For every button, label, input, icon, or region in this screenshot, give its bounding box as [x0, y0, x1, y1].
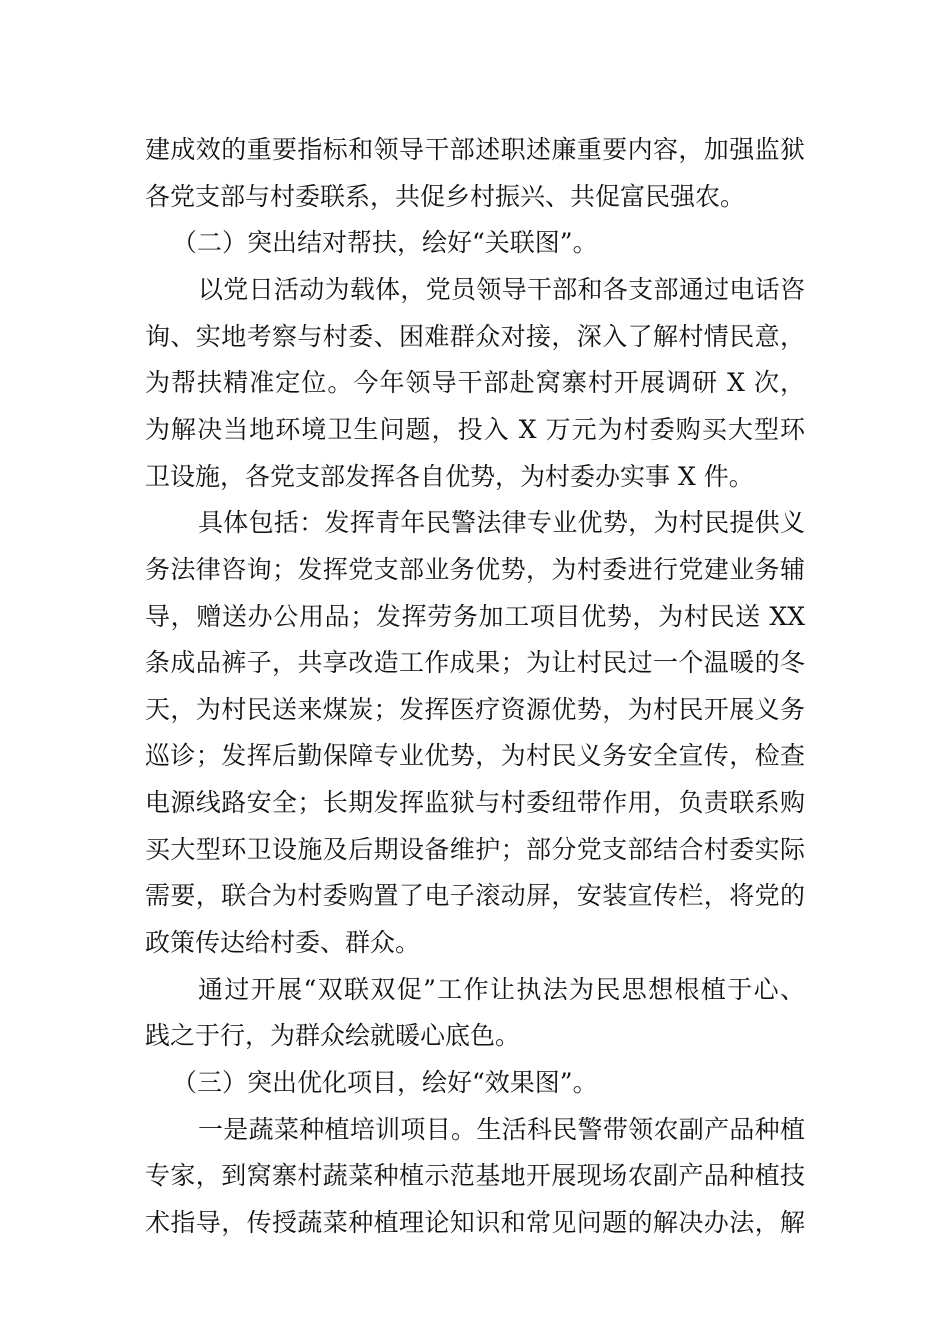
text-line: 建成效的重要指标和领导干部述职述廉重要内容，加强监狱 — [145, 135, 805, 164]
text-line: 务法律咨询；发挥党支部业务优势，为村委进行党建业务辅 — [145, 554, 805, 584]
text-line: 践之于行，为群众绘就暖心底色。 — [145, 1021, 521, 1051]
text-line: 各党支部与村委联系，共促乡村振兴、共促富民强农。 — [145, 181, 746, 211]
section-heading: （二）突出结对帮扶，绘好“关联图”。 — [172, 228, 598, 258]
text-line: 为解决当地环境卫生问题，投入 X 万元为村委购买大型环 — [145, 414, 805, 444]
text-line: 专家，到窝寨村蔬菜种植示范基地开展现场农副产品种植技 — [145, 1161, 805, 1191]
text-line: 电源线路安全；长期发挥监狱与村委纽带作用，负责联系购 — [145, 788, 805, 818]
text-line: 天，为村民送来煤炭；发挥医疗资源优势，为村民开展义务 — [145, 694, 805, 724]
text-line: 为帮扶精准定位。今年领导干部赴窝寨村开展调研 X 次， — [145, 368, 805, 398]
section-heading: （三）突出优化项目，绘好“效果图”。 — [172, 1068, 598, 1097]
text-line: 卫设施，各党支部发挥各自优势，为村委办实事 X 件。 — [145, 461, 754, 491]
text-line: 导，赠送办公用品；发挥劳务加工项目优势，为村民送 XX — [145, 601, 805, 631]
text-line: 政策传达给村委、群众。 — [145, 928, 421, 958]
text-line: 通过开展“双联双促”工作让执法为民思想根植于心、 — [198, 974, 805, 1004]
text-line: 巡诊；发挥后勤保障专业优势，为村民义务安全宣传，检查 — [145, 741, 805, 771]
text-line: 买大型环卫设施及后期设备维护；部分党支部结合村委实际 — [145, 834, 805, 864]
text-line: 术指导，传授蔬菜种植理论知识和常见问题的解决办法，解 — [145, 1207, 805, 1237]
text-line: 一是蔬菜种植培训项目。生活科民警带领农副产品种植 — [198, 1114, 805, 1144]
text-line: 询、实地考察与村委、困难群众对接，深入了解村情民意， — [145, 321, 805, 351]
text-line: 具体包括：发挥青年民警法律专业优势，为村民提供义 — [198, 508, 805, 538]
text-line: 条成品裤子，共享改造工作成果；为让村民过一个温暖的冬 — [145, 648, 805, 678]
text-line: 需要，联合为村委购置了电子滚动屏，安装宣传栏，将党的 — [145, 881, 805, 911]
text-line: 以党日活动为载体，党员领导干部和各支部通过电话咨 — [198, 274, 805, 304]
